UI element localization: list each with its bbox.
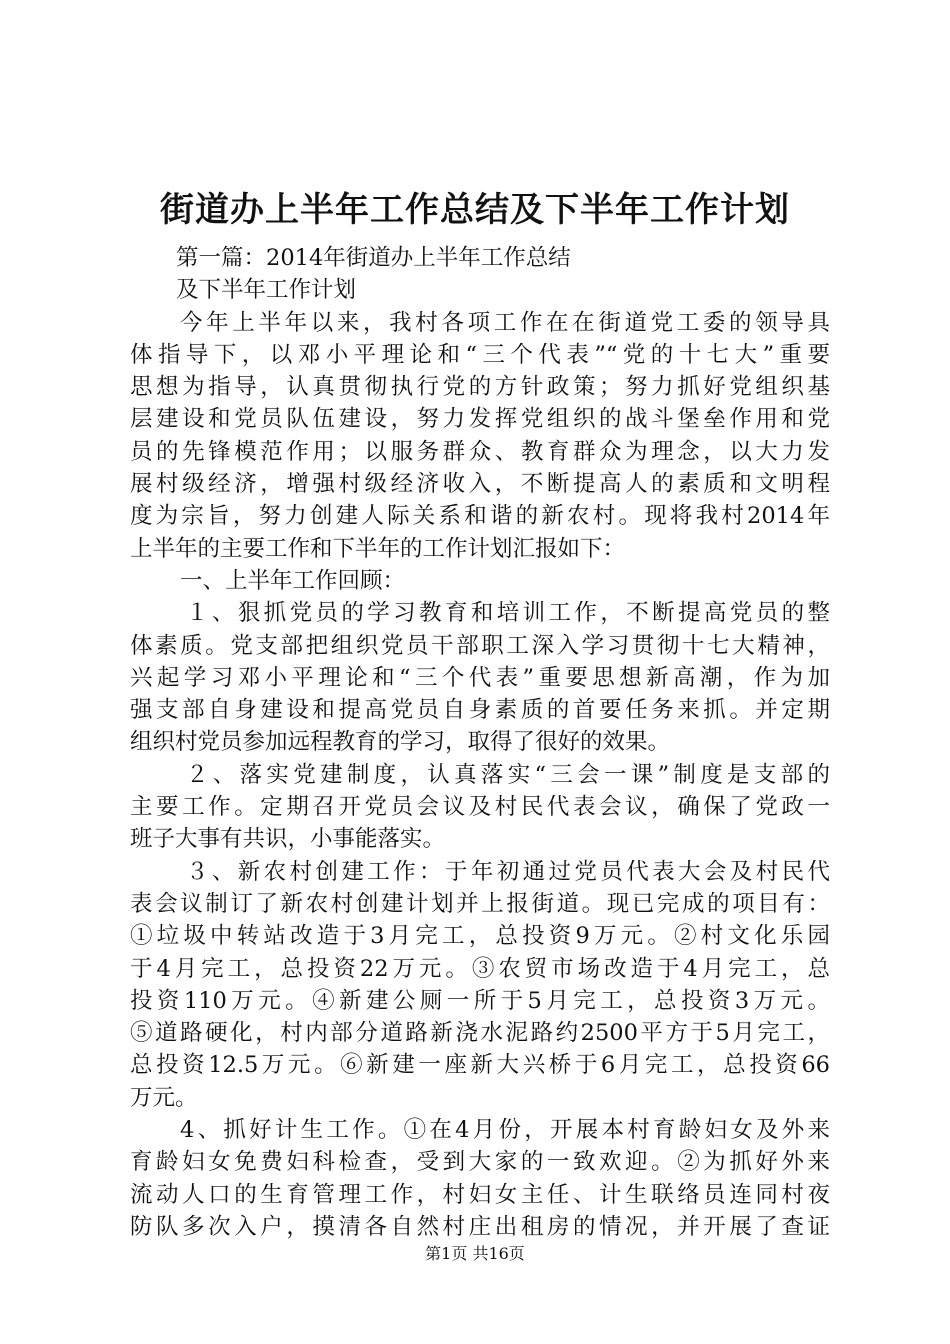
- paragraph-line: 层建设和党员队伍建设，努力发挥党组织的战斗堡垒作用和党: [130, 406, 830, 433]
- paragraph-line: 体素质。党支部把组织党员干部职工深入学习贯彻十七大精神，: [130, 632, 830, 659]
- paragraph-line: 今年上半年以来，我村各项工作在在街道党工委的领导具: [180, 309, 830, 336]
- document-body: [130, 242, 830, 1243]
- paragraph-line: 于4月完工，总投资22万元。③农贸市场改造于4月完工，总: [130, 955, 830, 982]
- paragraph-line: 展村级经济，增强村级经济收入，不断提高人的素质和文明程: [130, 471, 830, 498]
- paragraph-line: 思想为指导，认真贯彻执行党的方针政策；努力抓好党组织基: [130, 374, 830, 401]
- paragraph-line: 总投资12.5万元。⑥新建一座新大兴桥于6月完工，总投资66: [130, 1052, 830, 1079]
- paragraph-line: 班子大事有共识，小事能落实。: [130, 826, 446, 853]
- paragraph-line: 兴起学习邓小平理论和“三个代表”重要思想新高潮，作为加: [130, 664, 830, 691]
- paragraph-line: 防队多次入户，摸清各自然村庄出租房的情况，并开展了查证: [130, 1213, 830, 1240]
- paragraph-line: 流动人口的生育管理工作，村妇女主任、计生联络员连同村夜: [130, 1181, 830, 1208]
- paragraph-line: 万元。: [130, 1084, 198, 1111]
- paragraph-line: ①垃圾中转站改造于3月完工，总投资9万元。②村文化乐园: [130, 923, 830, 950]
- paragraph-line: 强支部自身建设和提高党员自身素质的首要任务来抓。并定期: [130, 697, 830, 724]
- section-heading-cont: 及下半年工作计划: [176, 277, 357, 304]
- document-title: 街道办上半年工作总结及下半年工作计划: [160, 190, 790, 230]
- paragraph-line: 表会议制订了新农村创建计划并上报街道。现已完成的项目有：: [130, 890, 830, 917]
- paragraph-line: ３、新农村创建工作：于年初通过党员代表大会及村民代: [186, 858, 830, 885]
- paragraph-line: 4、抓好计生工作。①在4月份，开展本村育龄妇女及外来: [180, 1117, 830, 1144]
- paragraph-line: 组织村党员参加远程教育的学习，取得了很好的效果。: [130, 729, 671, 756]
- section-heading: 第一篇：2014年街道办上半年工作总结: [176, 245, 571, 271]
- paragraph-line: 投资110万元。④新建公厕一所于5月完工，总投资3万元。: [130, 987, 830, 1014]
- paragraph-line: ２、落实党建制度，认真落实“三会一课”制度是支部的: [186, 761, 830, 788]
- paragraph-line: ⑤道路硬化，村内部分道路新浇水泥路约2500平方于5月完工，: [130, 1020, 830, 1047]
- paragraph-line: 上半年的主要工作和下半年的工作计划汇报如下：: [130, 535, 626, 562]
- page-number-footer: 第1页 共16页: [425, 1244, 525, 1263]
- paragraph-line: １、狠抓党员的学习教育和培训工作，不断提高党员的整: [186, 600, 830, 627]
- paragraph-line: 主要工作。定期召开党员会议及村民代表会议，确保了党政一: [130, 794, 830, 821]
- paragraph-line: 体指导下，以邓小平理论和“三个代表”“党的十七大”重要: [130, 341, 830, 368]
- paragraph-line: 育龄妇女免费妇科检查，受到大家的一致欢迎。②为抓好外来: [130, 1149, 830, 1176]
- paragraph-line: 员的先锋模范作用；以服务群众、教育群众为理念，以大力发: [130, 438, 830, 465]
- paragraph-line: 度为宗旨，努力创建人际关系和谐的新农村。现将我村2014年: [130, 503, 830, 530]
- subsection-heading: 一、上半年工作回顾：: [180, 567, 406, 594]
